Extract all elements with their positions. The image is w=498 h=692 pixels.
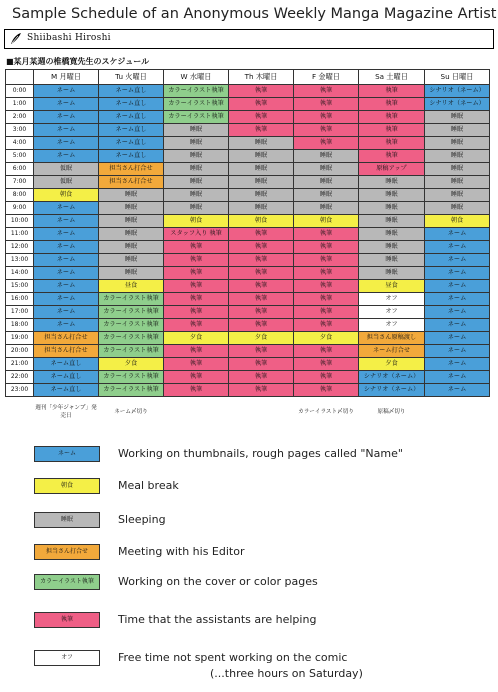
time-label: 15:00 bbox=[6, 280, 34, 293]
schedule-cell: 担当さん打合せ bbox=[99, 176, 164, 189]
schedule-cell: 朝食 bbox=[425, 215, 490, 228]
schedule-cell: 担当さん原稿渡し bbox=[359, 332, 425, 345]
schedule-cell: 執筆 bbox=[164, 293, 229, 306]
schedule-cell: 睡眠 bbox=[425, 176, 490, 189]
schedule-cell: 睡眠 bbox=[229, 150, 294, 163]
schedule-cell: ネーム bbox=[34, 293, 99, 306]
schedule-cell: 仮眠 bbox=[34, 163, 99, 176]
schedule-cell: 執筆 bbox=[229, 345, 294, 358]
deadline-note bbox=[425, 397, 490, 428]
schedule-cell: 執筆 bbox=[164, 241, 229, 254]
schedule-cell: 担当さん打合せ bbox=[34, 332, 99, 345]
schedule-cell: ネーム直し bbox=[34, 358, 99, 371]
notes-spacer bbox=[6, 397, 34, 428]
schedule-cell: 執筆 bbox=[359, 98, 425, 111]
schedule-cell: 執筆 bbox=[229, 228, 294, 241]
legend-item bbox=[34, 512, 474, 528]
time-label: 13:00 bbox=[6, 254, 34, 267]
feather-logo-icon bbox=[9, 32, 23, 46]
schedule-cell: ネーム直し bbox=[99, 85, 164, 98]
schedule-cell: ネーム bbox=[34, 280, 99, 293]
schedule-cell: 執筆 bbox=[359, 124, 425, 137]
schedule-cell: 睡眠 bbox=[294, 202, 359, 215]
schedule-cell: 夕食 bbox=[359, 358, 425, 371]
schedule-cell: 睡眠 bbox=[229, 163, 294, 176]
schedule-cell: ネーム bbox=[425, 358, 490, 371]
schedule-cell: ネーム bbox=[425, 228, 490, 241]
day-header: W 水曜日 bbox=[164, 70, 229, 85]
schedule-cell: オフ bbox=[359, 319, 425, 332]
schedule-row bbox=[6, 332, 490, 345]
schedule-cell: 担当さん打合せ bbox=[34, 345, 99, 358]
schedule-cell: 睡眠 bbox=[164, 150, 229, 163]
schedule-row bbox=[6, 202, 490, 215]
schedule-cell: オフ bbox=[359, 293, 425, 306]
schedule-cell: 夕食 bbox=[99, 358, 164, 371]
schedule-row bbox=[6, 124, 490, 137]
schedule-cell: スタッフ入り 執筆 bbox=[164, 228, 229, 241]
schedule-cell: ネーム bbox=[34, 85, 99, 98]
schedule-cell: 睡眠 bbox=[164, 202, 229, 215]
schedule-cell: ネーム bbox=[34, 306, 99, 319]
time-label: 10:00 bbox=[6, 215, 34, 228]
schedule-cell: 執筆 bbox=[359, 150, 425, 163]
schedule-cell: 睡眠 bbox=[294, 189, 359, 202]
schedule-cell: ネーム bbox=[425, 345, 490, 358]
schedule-cell: 執筆 bbox=[229, 319, 294, 332]
deadline-notes-row bbox=[6, 397, 490, 428]
schedule-row bbox=[6, 345, 490, 358]
deadline-note: ネーム〆切り bbox=[99, 397, 164, 428]
legend-text: Working on the cover or color pages bbox=[118, 575, 318, 588]
schedule-cell: ネーム bbox=[34, 267, 99, 280]
schedule-cell: カラーイラスト執筆 bbox=[99, 384, 164, 397]
schedule-cell: 執筆 bbox=[359, 111, 425, 124]
schedule-cell: 執筆 bbox=[294, 319, 359, 332]
schedule-cell: 睡眠 bbox=[99, 228, 164, 241]
legend-item bbox=[34, 650, 474, 666]
schedule-row bbox=[6, 267, 490, 280]
schedule-cell: 執筆 bbox=[294, 98, 359, 111]
time-label: 2:00 bbox=[6, 111, 34, 124]
schedule-cell: 執筆 bbox=[229, 124, 294, 137]
schedule-row bbox=[6, 254, 490, 267]
schedule-row bbox=[6, 306, 490, 319]
schedule-cell: 睡眠 bbox=[294, 163, 359, 176]
schedule-row bbox=[6, 163, 490, 176]
schedule-cell: 執筆 bbox=[294, 124, 359, 137]
schedule-cell: 睡眠 bbox=[229, 137, 294, 150]
schedule-cell: 睡眠 bbox=[99, 241, 164, 254]
page-title: Sample Schedule of an Anonymous Weekly Manga Magazine Artist bbox=[12, 6, 497, 22]
time-label: 16:00 bbox=[6, 293, 34, 306]
schedule-cell: 睡眠 bbox=[229, 176, 294, 189]
schedule-cell: 執筆 bbox=[164, 280, 229, 293]
schedule-cell: 睡眠 bbox=[99, 254, 164, 267]
schedule-cell: 睡眠 bbox=[425, 124, 490, 137]
time-label: 4:00 bbox=[6, 137, 34, 150]
schedule-cell: 執筆 bbox=[359, 85, 425, 98]
schedule-row bbox=[6, 85, 490, 98]
day-header-row bbox=[6, 70, 490, 85]
schedule-cell: ネーム bbox=[425, 332, 490, 345]
schedule-cell: 睡眠 bbox=[359, 241, 425, 254]
schedule-cell: カラーイラスト執筆 bbox=[164, 85, 229, 98]
legend-swatch: 睡眠 bbox=[34, 512, 100, 528]
schedule-cell: ネーム bbox=[425, 306, 490, 319]
legend-swatch: カラーイラスト執筆 bbox=[34, 574, 100, 590]
schedule-cell: 執筆 bbox=[229, 384, 294, 397]
schedule-cell: 睡眠 bbox=[359, 215, 425, 228]
schedule-cell: 執筆 bbox=[164, 345, 229, 358]
legend-swatch: 朝食 bbox=[34, 478, 100, 494]
schedule-row bbox=[6, 384, 490, 397]
legend-swatch: ネーム bbox=[34, 446, 100, 462]
schedule-cell: 睡眠 bbox=[294, 176, 359, 189]
time-label: 23:00 bbox=[6, 384, 34, 397]
schedule-row bbox=[6, 358, 490, 371]
schedule-cell: ネーム bbox=[34, 254, 99, 267]
schedule-cell: ネーム bbox=[34, 241, 99, 254]
schedule-cell: ネーム bbox=[425, 319, 490, 332]
time-label: 11:00 bbox=[6, 228, 34, 241]
legend-text: Meeting with his Editor bbox=[118, 545, 245, 558]
schedule-cell: 睡眠 bbox=[359, 189, 425, 202]
schedule-cell: 執筆 bbox=[229, 293, 294, 306]
schedule-cell: 執筆 bbox=[294, 371, 359, 384]
schedule-cell: 朝食 bbox=[294, 215, 359, 228]
legend-text: Time that the assistants are helping bbox=[118, 613, 317, 626]
schedule-cell: 執筆 bbox=[294, 228, 359, 241]
schedule-cell: ネーム bbox=[34, 202, 99, 215]
schedule-cell: 睡眠 bbox=[164, 163, 229, 176]
time-label: 3:00 bbox=[6, 124, 34, 137]
schedule-cell: 睡眠 bbox=[164, 124, 229, 137]
schedule-cell: 睡眠 bbox=[425, 150, 490, 163]
time-label: 18:00 bbox=[6, 319, 34, 332]
schedule-row bbox=[6, 241, 490, 254]
legend-item bbox=[34, 574, 474, 590]
schedule-cell: 執筆 bbox=[229, 111, 294, 124]
schedule-row bbox=[6, 111, 490, 124]
schedule-cell: 執筆 bbox=[229, 371, 294, 384]
schedule-cell: ネーム直し bbox=[99, 98, 164, 111]
schedule-cell: 執筆 bbox=[229, 98, 294, 111]
schedule-cell: 執筆 bbox=[294, 111, 359, 124]
legend-swatch: 執筆 bbox=[34, 612, 100, 628]
schedule-cell: 執筆 bbox=[229, 254, 294, 267]
time-label: 12:00 bbox=[6, 241, 34, 254]
schedule-cell: 執筆 bbox=[294, 358, 359, 371]
schedule-cell: カラーイラスト執筆 bbox=[164, 98, 229, 111]
schedule-cell: ネーム直し bbox=[34, 371, 99, 384]
day-header: M 月曜日 bbox=[34, 70, 99, 85]
schedule-cell: ネーム bbox=[34, 150, 99, 163]
schedule-cell: 夕食 bbox=[164, 332, 229, 345]
legend-footnote: (...three hours on Saturday) bbox=[210, 667, 363, 680]
time-label: 14:00 bbox=[6, 267, 34, 280]
schedule-cell: 執筆 bbox=[294, 137, 359, 150]
schedule-cell: 朝食 bbox=[164, 215, 229, 228]
legend-item bbox=[34, 446, 474, 462]
time-label: 5:00 bbox=[6, 150, 34, 163]
schedule-cell: シナリオ（ネーム） bbox=[359, 371, 425, 384]
artist-header-bar bbox=[4, 29, 494, 49]
schedule-cell: 原稿アップ bbox=[359, 163, 425, 176]
day-header: F 金曜日 bbox=[294, 70, 359, 85]
schedule-cell: 執筆 bbox=[294, 267, 359, 280]
schedule-cell: 睡眠 bbox=[164, 189, 229, 202]
schedule-cell: カラーイラスト執筆 bbox=[99, 306, 164, 319]
schedule-cell: 睡眠 bbox=[359, 176, 425, 189]
schedule-cell: 昼食 bbox=[99, 280, 164, 293]
schedule-cell: ネーム直し bbox=[99, 137, 164, 150]
schedule-row bbox=[6, 189, 490, 202]
schedule-cell: カラーイラスト執筆 bbox=[164, 111, 229, 124]
schedule-cell: 執筆 bbox=[294, 345, 359, 358]
time-label: 8:00 bbox=[6, 189, 34, 202]
schedule-cell: 執筆 bbox=[164, 319, 229, 332]
time-label: 6:00 bbox=[6, 163, 34, 176]
schedule-cell: 執筆 bbox=[164, 306, 229, 319]
legend-item bbox=[34, 478, 474, 494]
legend-text: Free time not spent working on the comic bbox=[118, 651, 348, 664]
schedule-cell: 執筆 bbox=[294, 293, 359, 306]
deadline-note bbox=[164, 397, 229, 428]
schedule-cell: 執筆 bbox=[294, 85, 359, 98]
schedule-cell: ネーム bbox=[34, 98, 99, 111]
schedule-cell: 睡眠 bbox=[359, 254, 425, 267]
schedule-row bbox=[6, 137, 490, 150]
time-label: 21:00 bbox=[6, 358, 34, 371]
schedule-cell: 朝食 bbox=[229, 215, 294, 228]
schedule-cell: ネーム直し bbox=[99, 124, 164, 137]
schedule-row bbox=[6, 319, 490, 332]
schedule-cell: 執筆 bbox=[164, 384, 229, 397]
schedule-cell: ネーム bbox=[34, 111, 99, 124]
schedule-cell: 執筆 bbox=[294, 254, 359, 267]
schedule-cell: カラーイラスト執筆 bbox=[99, 345, 164, 358]
time-column-header bbox=[6, 70, 34, 85]
schedule-cell: 睡眠 bbox=[294, 150, 359, 163]
schedule-cell: ネーム直し bbox=[34, 384, 99, 397]
legend-text: Working on thumbnails, rough pages called "Name" bbox=[118, 447, 403, 460]
schedule-row bbox=[6, 293, 490, 306]
deadline-note: 週刊「少年ジャンプ」発売日 bbox=[34, 397, 99, 428]
schedule-cell: シナリオ（ネーム） bbox=[359, 384, 425, 397]
schedule-cell: 睡眠 bbox=[425, 163, 490, 176]
time-label: 19:00 bbox=[6, 332, 34, 345]
schedule-cell: 執筆 bbox=[164, 254, 229, 267]
schedule-cell: 睡眠 bbox=[164, 176, 229, 189]
schedule-subtitle: ■某月某週の椎橋寛先生のスケジュール bbox=[6, 57, 150, 66]
schedule-cell: 朝食 bbox=[34, 189, 99, 202]
schedule-row bbox=[6, 228, 490, 241]
schedule-cell: 執筆 bbox=[164, 267, 229, 280]
deadline-note: 原稿〆切り bbox=[359, 397, 425, 428]
schedule-cell: シナリオ（ネーム） bbox=[425, 98, 490, 111]
schedule-cell: ネーム bbox=[34, 124, 99, 137]
time-label: 9:00 bbox=[6, 202, 34, 215]
schedule-cell: ネーム bbox=[34, 319, 99, 332]
schedule-cell: カラーイラスト執筆 bbox=[99, 293, 164, 306]
time-label: 1:00 bbox=[6, 98, 34, 111]
schedule-cell: ネーム bbox=[425, 280, 490, 293]
schedule-cell: 睡眠 bbox=[99, 267, 164, 280]
day-header: Su 日曜日 bbox=[425, 70, 490, 85]
schedule-cell: カラーイラスト執筆 bbox=[99, 319, 164, 332]
schedule-cell: 昼食 bbox=[359, 280, 425, 293]
schedule-cell: 睡眠 bbox=[229, 202, 294, 215]
legend-item bbox=[34, 544, 474, 560]
legend-text: Meal break bbox=[118, 479, 179, 492]
schedule-cell: 執筆 bbox=[164, 358, 229, 371]
schedule-cell: 執筆 bbox=[164, 371, 229, 384]
schedule-cell: 執筆 bbox=[359, 137, 425, 150]
schedule-cell: カラーイラスト執筆 bbox=[99, 371, 164, 384]
legend-text: Sleeping bbox=[118, 513, 166, 526]
schedule-cell: 執筆 bbox=[229, 241, 294, 254]
day-header: Tu 火曜日 bbox=[99, 70, 164, 85]
schedule-cell: 睡眠 bbox=[229, 189, 294, 202]
schedule-cell: 執筆 bbox=[229, 358, 294, 371]
schedule-row bbox=[6, 215, 490, 228]
schedule-row bbox=[6, 98, 490, 111]
schedule-cell: ネーム bbox=[425, 293, 490, 306]
schedule-cell: 睡眠 bbox=[359, 267, 425, 280]
artist-name: Shiibashi Hiroshi bbox=[27, 33, 111, 43]
time-label: 17:00 bbox=[6, 306, 34, 319]
schedule-cell: 担当さん打合せ bbox=[99, 163, 164, 176]
schedule-row bbox=[6, 150, 490, 163]
schedule-cell: 執筆 bbox=[294, 384, 359, 397]
schedule-cell: 睡眠 bbox=[164, 137, 229, 150]
time-label: 20:00 bbox=[6, 345, 34, 358]
schedule-row bbox=[6, 371, 490, 384]
schedule-cell: 睡眠 bbox=[425, 189, 490, 202]
schedule-cell: 執筆 bbox=[294, 280, 359, 293]
schedule-cell: ネーム bbox=[34, 137, 99, 150]
legend-swatch: 担当さん打合せ bbox=[34, 544, 100, 560]
schedule-cell: ネーム bbox=[425, 254, 490, 267]
schedule-cell: 執筆 bbox=[229, 306, 294, 319]
schedule-cell: 執筆 bbox=[229, 280, 294, 293]
schedule-cell: 睡眠 bbox=[359, 202, 425, 215]
schedule-cell: 執筆 bbox=[294, 306, 359, 319]
time-label: 22:00 bbox=[6, 371, 34, 384]
schedule-cell: 夕食 bbox=[294, 332, 359, 345]
schedule-cell: 睡眠 bbox=[425, 137, 490, 150]
weekly-schedule-table bbox=[5, 69, 490, 427]
schedule-cell: オフ bbox=[359, 306, 425, 319]
schedule-cell: 執筆 bbox=[229, 267, 294, 280]
schedule-cell: ネーム bbox=[34, 215, 99, 228]
schedule-cell: ネーム打合せ bbox=[359, 345, 425, 358]
schedule-cell: 執筆 bbox=[229, 85, 294, 98]
schedule-cell: 睡眠 bbox=[99, 202, 164, 215]
schedule-cell: 執筆 bbox=[294, 241, 359, 254]
legend-swatch: オフ bbox=[34, 650, 100, 666]
time-label: 7:00 bbox=[6, 176, 34, 189]
schedule-cell: 夕食 bbox=[229, 332, 294, 345]
schedule-row bbox=[6, 176, 490, 189]
deadline-note bbox=[229, 397, 294, 428]
schedule-cell: 睡眠 bbox=[425, 202, 490, 215]
schedule-cell: 睡眠 bbox=[359, 228, 425, 241]
schedule-cell: ネーム bbox=[425, 371, 490, 384]
schedule-cell: カラーイラスト執筆 bbox=[99, 332, 164, 345]
day-header: Sa 土曜日 bbox=[359, 70, 425, 85]
schedule-cell: 睡眠 bbox=[99, 215, 164, 228]
time-label: 0:00 bbox=[6, 85, 34, 98]
schedule-cell: シナリオ（ネーム） bbox=[425, 85, 490, 98]
schedule-cell: 睡眠 bbox=[425, 111, 490, 124]
day-header: Th 木曜日 bbox=[229, 70, 294, 85]
deadline-note: カラーイラスト〆切り bbox=[294, 397, 359, 428]
schedule-cell: 睡眠 bbox=[99, 189, 164, 202]
schedule-cell: 仮眠 bbox=[34, 176, 99, 189]
schedule-cell: ネーム直し bbox=[99, 111, 164, 124]
schedule-cell: ネーム bbox=[425, 267, 490, 280]
schedule-row bbox=[6, 280, 490, 293]
schedule-cell: ネーム bbox=[425, 241, 490, 254]
schedule-cell: ネーム bbox=[425, 384, 490, 397]
schedule-cell: ネーム直し bbox=[99, 150, 164, 163]
legend-item bbox=[34, 612, 474, 628]
schedule-cell: ネーム bbox=[34, 228, 99, 241]
